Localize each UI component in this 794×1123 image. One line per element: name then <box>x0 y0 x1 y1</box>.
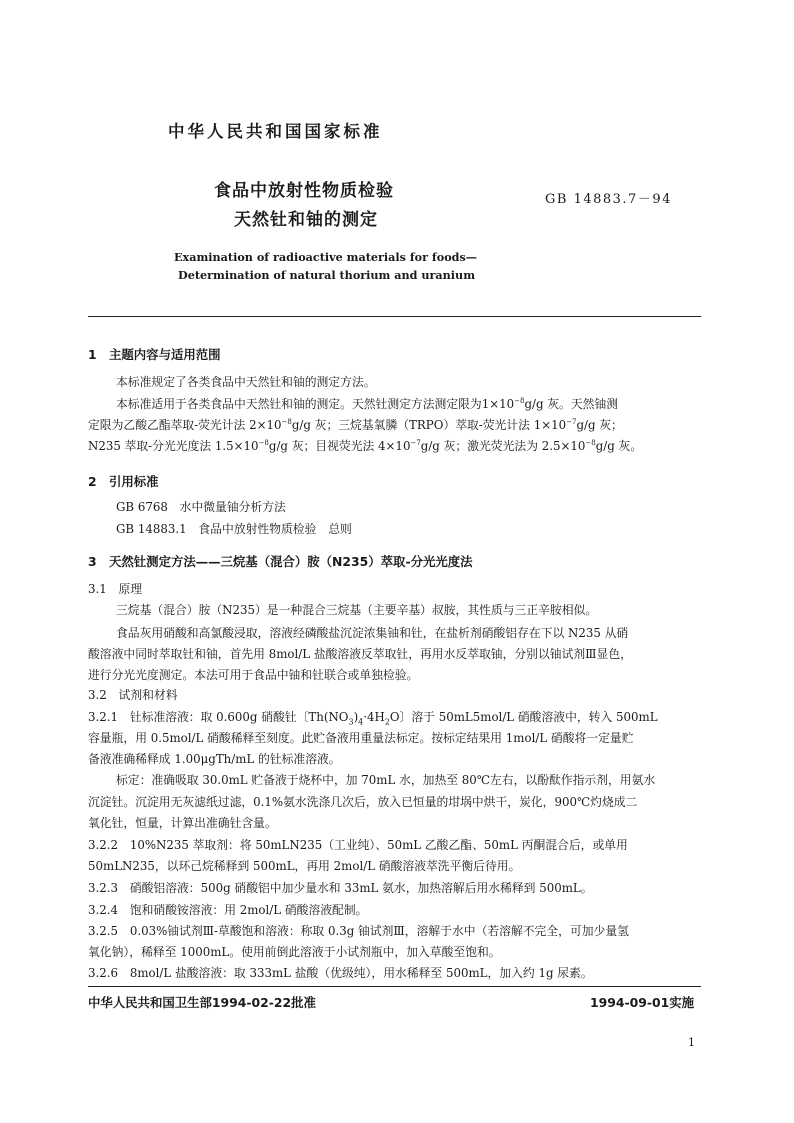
item-3-2-1-line-2: 容量瓶，用 0.5mol/L 硝酸稀释至刻度。此贮备液用重量法标定。按标定结果用 1mol/L 硝酸将一定量贮 <box>88 731 634 745</box>
section-3-2-heading: 3.2 试剂和材料 <box>88 688 178 702</box>
footer-divider <box>88 986 701 987</box>
page-number: 1 <box>688 1036 695 1049</box>
section-1-heading: 1 主题内容与适用范围 <box>88 347 221 362</box>
english-title-line-1: Examination of radioactive materials for foods— <box>174 250 477 264</box>
document-title-line-2: 天然钍和铀的测定 <box>234 210 378 230</box>
section-3-1-paragraph-2-line-3: 进行分光光度测定。本法可用于食品中铀和钍联合或单独检验。 <box>88 668 419 682</box>
item-3-2-2-line-1: 3.2.2 10%N235 萃取剂：将 50mLN235（工业纯）、50mL 乙酸乙酯、50mL 丙酮混合后，或单用 <box>88 838 628 852</box>
item-3-2-1-line-1: 3.2.1 钍标准溶液：取 0.600g 硝酸钍〔$Th(NO_3)_4\cdot 4H_2O$〕溶于 50mL5mol/L 硝酸溶液中，转入 500mL <box>88 710 658 727</box>
calibration-paragraph-line-2: 沉淀钍。沉淀用无灰滤纸过滤，0.1%氨水洗涤几次后，放入已恒量的坩埚中烘干，炭化，900℃灼烧成二 <box>88 795 638 809</box>
item-3-2-6: 3.2.6 8mol/L 盐酸溶液：取 333mL 盐酸（优级纯），用水稀释至 500mL，加入约 1g 尿素。 <box>88 966 593 980</box>
section-1-paragraph-2-line-2: 定限为乙酸乙酯萃取-荧光计法 $2\times 10^{-8}g/g$ 灰；三烷基氧膦（TRPO）萃取-荧光计法 $1\times 10^{-7}g/g$ 灰； <box>88 418 623 432</box>
section-3-1-paragraph-2-line-1: 食品灰用硝酸和高氯酸浸取，溶液经磷酸盐沉淀浓集铀和钍，在盐析剂硝酸铝存在下以 N235 从硝 <box>116 626 629 640</box>
english-title-line-2: Determination of natural thorium and uranium <box>178 268 476 282</box>
document-title-line-1: 食品中放射性物质检验 <box>214 181 394 201</box>
section-1-paragraph-2-line-3: N235 萃取-分光光度法 $1.5\times 10^{-8}g/g$ 灰；目视荧光法 $4\times 10^{-7}g/g$ 灰；激光荧光法为 $2.5\times 10^{-8}g/g$ 灰。 <box>88 439 643 453</box>
calibration-paragraph-line-1: 标定：准确吸取 30.0mL 贮备液于烧杯中，加 70mL 水，加热至 80℃左右，以酚酞作指示剂，用氨水 <box>116 773 656 787</box>
standard-code: GB 14883.7－94 <box>545 192 672 207</box>
calibration-paragraph-line-3: 氧化钍，恒量，计算出准确钍含量。 <box>88 816 277 830</box>
effective-date: 1994-09-01实施 <box>590 995 695 1010</box>
item-3-2-1-line-3: 备液准确稀释成 1.00μgTh/mL 的钍标准溶液。 <box>88 752 341 766</box>
section-1-paragraph-2-line-1: 本标准适用于各类食品中天然钍和铀的测定。天然钍测定方法测定限为$1\times 10^{-8}g/g$ 灰。天然铀测 <box>116 397 619 411</box>
section-3-heading: 3 天然钍测定方法——三烷基（混合）胺（N235）萃取-分光光度法 <box>88 554 473 569</box>
item-3-2-3: 3.2.3 硝酸铝溶液：500g 硝酸铝中加少量水和 33mL 氨水，加热溶解后用水稀释到 500mL。 <box>88 881 593 895</box>
approval-date: 中华人民共和国卫生部1994-02-22批准 <box>88 995 316 1010</box>
header-divider <box>88 316 701 317</box>
section-3-1-paragraph-2-line-2: 酸溶液中同时萃取钍和铀，首先用 8mol/L 盐酸溶液反萃取钍，再用水反萃取铀，分别以铀试剂Ⅲ显色， <box>88 647 632 661</box>
item-3-2-2-line-2: 50mLN235，以环己烷稀释到 500mL，再用 2mol/L 硝酸溶液萃洗平衡后待用。 <box>88 859 521 873</box>
section-3-1-heading: 3.1 原理 <box>88 582 143 596</box>
item-3-2-5-line-2: 氧化钠），稀释至 1000mL。使用前倒此溶液于小试剂瓶中，加入草酸至饱和。 <box>88 945 501 959</box>
section-3-1-paragraph-1: 三烷基（混合）胺（N235）是一种混合三烷基（主要辛基）叔胺，其性质与三正辛胺相似。 <box>116 603 598 617</box>
section-2-heading: 2 引用标准 <box>88 474 159 489</box>
standard-title: 中华人民共和国国家标准 <box>168 122 383 141</box>
item-3-2-5-line-1: 3.2.5 0.03%铀试剂Ⅲ-草酸饱和溶液：称取 0.3g 铀试剂Ⅲ，溶解于水中（若溶解不完全，可加少量氢 <box>88 924 629 938</box>
section-1-paragraph-1: 本标准规定了各类食品中天然钍和铀的测定方法。 <box>116 375 376 389</box>
reference-item: GB 14883.1 食品中放射性物质检验 总则 <box>116 522 352 536</box>
item-3-2-4: 3.2.4 饱和硝酸铵溶液：用 2mol/L 硝酸溶液配制。 <box>88 903 368 917</box>
reference-item: GB 6768 水中微量铀分析方法 <box>116 500 286 514</box>
